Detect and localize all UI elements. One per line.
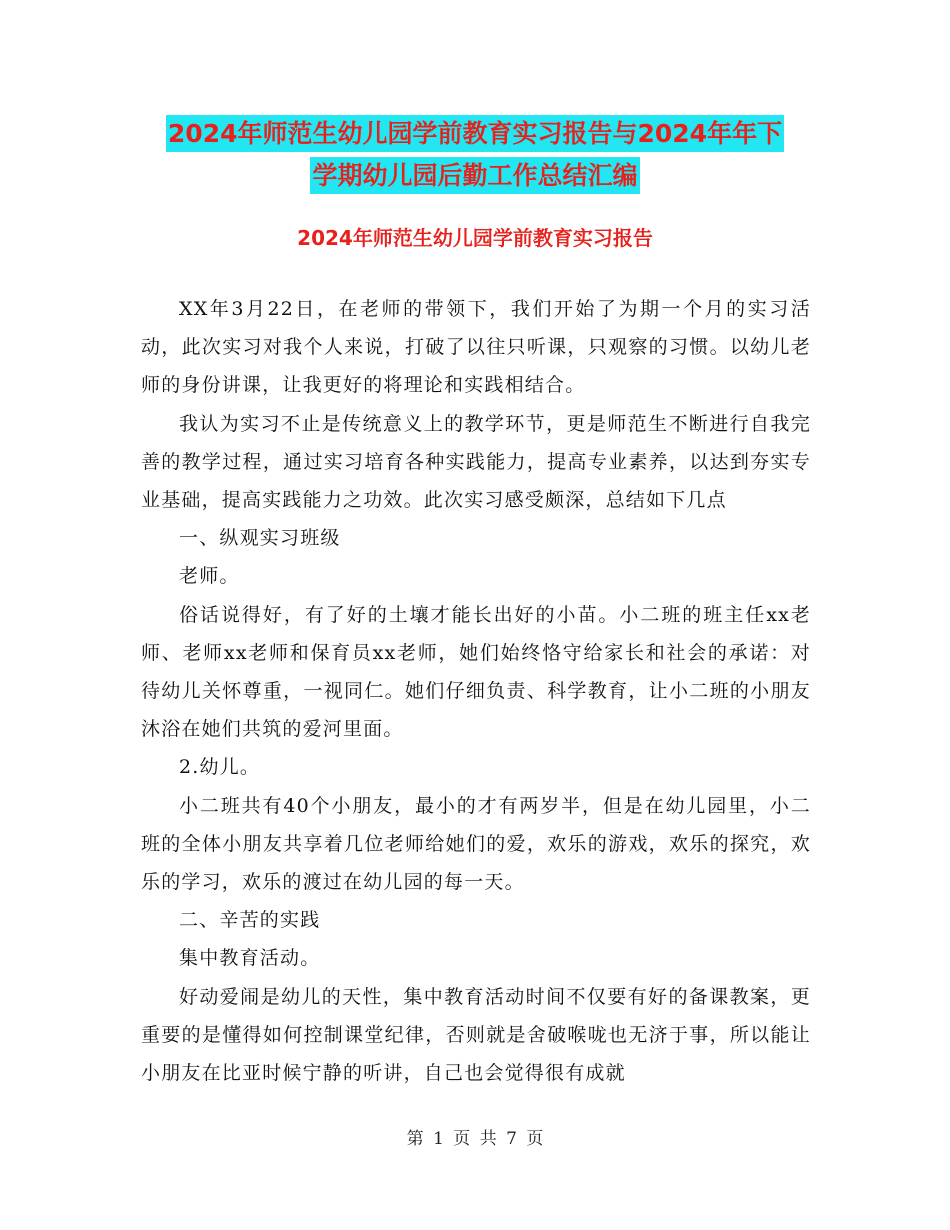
document-title-line-1 [120,110,830,158]
section-title: 2024年师范生幼儿园学前教育实习报告 [297,226,653,250]
section-heading: 一、纵观实习班级 [179,527,341,550]
paragraph: 小二班共有40个小朋友，最小的才有两岁半，但是在幼儿园里，小二班的全体小朋友共享着几位老师给她们的爱，欢乐的游戏，欢乐的探究，欢乐的学习，欢乐的渡过在幼儿园的每一天。 [141,794,811,894]
paragraph: 俗话说得好，有了好的土壤才能长出好的小苗。小二班的班主任xx老师、老师xx老师和保育员xx老师，她们始终恪守给家长和社会的承诺：对待幼儿关怀尊重，一视同仁。她们仔细负责、科学教育，让小二班的小朋友沐浴在她们共筑的爱河里面。 [141,603,811,741]
body-text [141,290,811,1092]
section-heading: 二、辛苦的实践 [179,909,321,932]
paragraph: 集中教育活动。 [179,947,321,970]
page-footer: 第 1 页 共 7 页 [406,1129,544,1149]
paragraph: 老师。 [179,565,240,588]
paragraph: 2.幼儿。 [179,756,261,779]
paragraph: 好动爱闹是幼儿的天性，集中教育活动时间不仅要有好的备课教案，更重要的是懂得如何控制课堂纪律，否则就是舍破喉咙也无济于事，所以能让小朋友在比亚时候宁静的听讲，自己也会觉得很有成就 [141,985,811,1085]
title-highlight: 2024年师范生幼儿园学前教育实习报告与2024年年下 [166,115,784,152]
title-highlight: 学期幼儿园后勤工作总结汇编 [310,157,639,194]
paragraph: XX年3月22日，在老师的带领下，我们开始了为期一个月的实习活动，此次实习对我个人来说，打破了以往只听课，只观察的习惯。以幼儿老师的身份讲课，让我更好的将理论和实践相结合。 [141,298,811,397]
document-title-line-2 [120,152,830,200]
paragraph: 我认为实习不止是传统意义上的教学环节，更是师范生不断进行自我完善的教学过程，通过实习培育各种实践能力，提高专业素养，以达到夯实专业基础，提高实践能力之功效。此次实习感受颇深，总结如下几点 [141,412,811,512]
